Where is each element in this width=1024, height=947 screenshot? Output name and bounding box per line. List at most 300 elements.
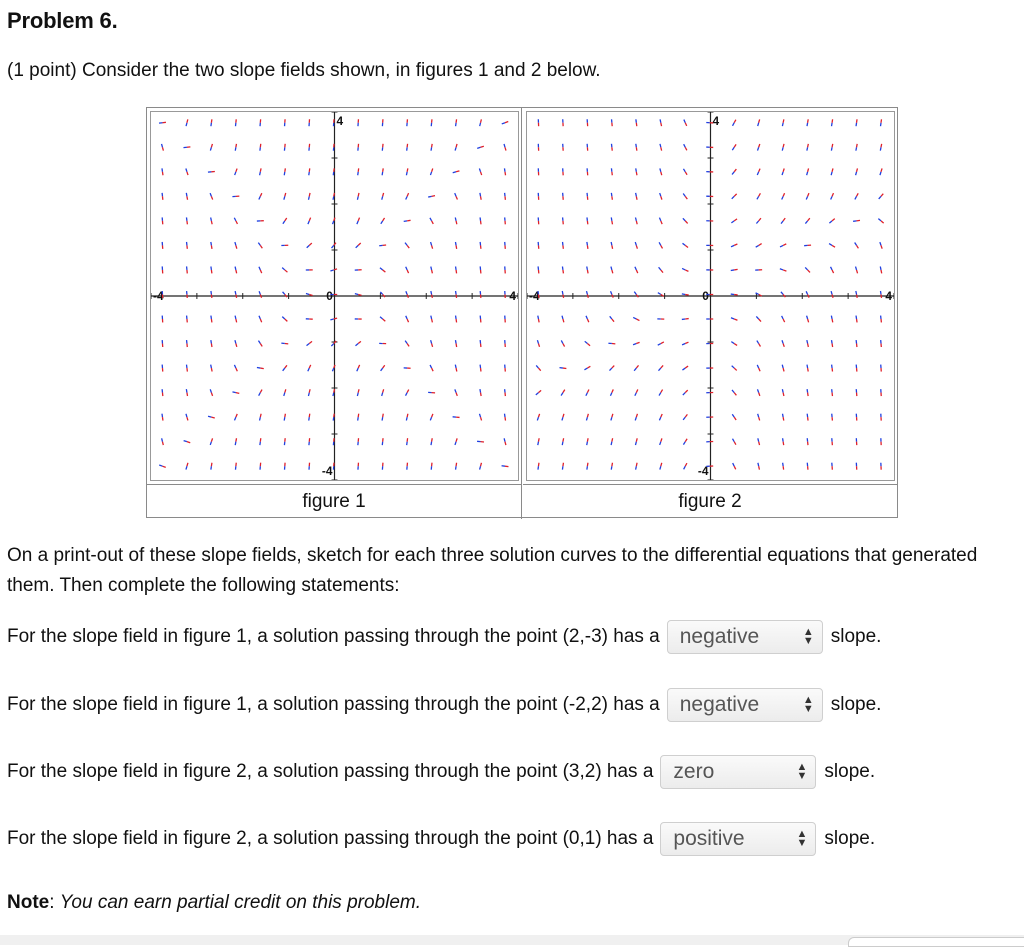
slope-segment — [808, 144, 809, 147]
slope-segment — [759, 193, 761, 196]
slope-segment — [731, 221, 734, 223]
slope-segment — [456, 171, 459, 172]
x-max-label: 4 — [509, 289, 516, 303]
slope-segment — [636, 342, 639, 343]
slope-segment — [856, 267, 857, 270]
slope-segment — [235, 291, 236, 294]
slope-segment — [756, 245, 759, 247]
slope-segment — [162, 168, 163, 171]
slope-segment — [636, 168, 637, 171]
slope-segment — [383, 294, 385, 297]
slope-segment — [734, 393, 736, 396]
slope-segment — [405, 243, 407, 246]
select-arrows-icon: ▲ ▼ — [797, 763, 808, 781]
statement-1-select[interactable] — [667, 620, 823, 654]
slope-segment — [431, 242, 432, 245]
slope-segment — [636, 144, 637, 147]
slope-segment — [635, 417, 636, 420]
slope-segment — [260, 390, 262, 393]
statement-3 — [7, 755, 875, 789]
slope-segment — [685, 123, 686, 126]
slope-segment — [455, 147, 456, 150]
slope-segment — [734, 319, 737, 320]
slope-segment — [757, 172, 758, 175]
slope-segment — [504, 168, 505, 171]
slope-segment — [432, 221, 434, 224]
slope-segment — [732, 390, 734, 393]
slope-segment — [758, 414, 759, 417]
slope-segment — [309, 414, 310, 417]
slope-segment — [430, 218, 432, 221]
slope-segment — [260, 414, 261, 417]
slope-segment — [832, 219, 835, 221]
slope-segment — [880, 242, 881, 245]
slope-segment — [612, 245, 613, 248]
slope-segment — [610, 316, 612, 319]
slope-segment — [783, 438, 784, 441]
slope-segment — [783, 168, 784, 171]
slope-segment — [832, 193, 833, 196]
slope-segment — [283, 368, 285, 371]
slope-segment — [857, 270, 858, 273]
slope-segment — [406, 172, 407, 175]
bottom-tab — [848, 937, 1024, 947]
slope-segment — [455, 442, 456, 445]
slope-segment — [284, 417, 285, 420]
slope-segment — [162, 438, 163, 441]
slope-segment — [187, 442, 190, 443]
slope-segment — [807, 172, 808, 175]
statement-2-value: negative — [680, 693, 759, 717]
slope-segment — [187, 172, 188, 175]
slope-segment — [563, 294, 564, 297]
slope-segment — [309, 294, 312, 295]
slope-segment — [537, 340, 538, 343]
slope-segment — [284, 172, 285, 175]
instructions: On a print-out of these slope fields, sketch for each three solution curves to the differential equations that generated them. Then complete the following statements: — [7, 541, 1007, 601]
slope-segment — [563, 438, 564, 441]
slope-segment — [481, 417, 482, 420]
slope-segment — [162, 442, 163, 445]
slope-segment — [832, 270, 834, 273]
slope-segment — [505, 442, 506, 445]
slope-segment — [612, 389, 613, 392]
slope-segment — [734, 442, 736, 445]
slope-segment — [357, 368, 358, 371]
slope-segment — [308, 368, 309, 371]
slope-segment — [432, 319, 433, 322]
slope-segment — [783, 218, 785, 221]
slope-segment — [587, 438, 588, 441]
slope-segment — [781, 221, 783, 224]
slope-segment — [756, 316, 758, 319]
slope-segment — [732, 414, 734, 417]
slope-segment — [432, 169, 433, 172]
slope-segment — [208, 416, 211, 417]
slope-segment — [358, 365, 359, 368]
slope-segment — [357, 221, 358, 224]
slope-segment — [829, 221, 832, 223]
slope-segment — [731, 270, 734, 271]
slope-segment — [584, 368, 587, 370]
slope-segment — [612, 463, 613, 466]
slope-segment — [783, 319, 785, 322]
slope-segment — [260, 344, 262, 347]
slope-segment — [477, 147, 480, 148]
slope-segment — [456, 245, 457, 248]
slope-segment — [783, 368, 784, 371]
slope-segment — [661, 414, 662, 417]
slope-segment — [428, 196, 431, 197]
slope-segment — [481, 463, 482, 466]
slope-segment — [282, 268, 285, 270]
slope-segment — [659, 417, 660, 420]
slope-segment — [432, 270, 433, 273]
slope-segment — [455, 389, 456, 392]
slope-segment — [358, 414, 359, 417]
slope-segment — [537, 417, 538, 420]
slope-segment — [661, 390, 663, 393]
slope-segment — [758, 147, 759, 150]
slope-segment — [781, 292, 783, 295]
slope-segment — [855, 196, 857, 199]
slope-segment — [636, 294, 638, 297]
slope-segment — [831, 172, 832, 175]
slope-segment — [660, 168, 661, 171]
slope-segment — [186, 168, 187, 171]
slope-segment — [562, 316, 563, 319]
slope-segment — [309, 365, 310, 368]
slope-segment — [805, 221, 807, 224]
slope-segment — [732, 439, 734, 442]
slope-segment — [831, 291, 832, 294]
slope-segment — [162, 466, 165, 467]
slope-segment — [404, 221, 407, 222]
statement-3-text: For the slope field in figure 2, a solution passing through the point (3,2) has a — [7, 761, 653, 783]
slope-segment — [806, 291, 807, 294]
slope-segment — [406, 417, 407, 420]
slope-segment — [757, 365, 758, 368]
slope-segment — [808, 270, 810, 273]
slope-segment — [186, 414, 187, 417]
slope-segment — [587, 366, 590, 368]
slope-segment — [481, 172, 482, 175]
slope-segment — [406, 267, 407, 270]
slope-segment — [538, 344, 539, 347]
slope-segment — [481, 146, 484, 147]
slope-segment — [381, 368, 383, 371]
slope-segment — [586, 291, 587, 294]
problem-intro: (1 point) Consider the two slope fields shown, in figures 1 and 2 below. — [7, 60, 601, 82]
statement-1 — [7, 620, 881, 654]
slope-segment — [332, 245, 334, 248]
slope-segment — [685, 439, 687, 442]
slope-segment — [857, 168, 858, 171]
slope-segment — [285, 218, 287, 221]
slope-segment — [658, 293, 661, 295]
statement-1-text: For the slope field in figure 1, a solution passing through the point (2,-3) has a — [7, 626, 660, 648]
slope-segment — [235, 340, 236, 343]
slope-segment — [382, 172, 383, 175]
slope-segment — [308, 393, 309, 396]
slope-segment — [782, 316, 784, 319]
slope-segment — [480, 466, 481, 469]
slope-segment — [881, 270, 882, 273]
statement-3-suffix: slope. — [824, 761, 875, 783]
slope-segment — [236, 294, 237, 297]
slope-segment — [234, 365, 235, 368]
slope-segment — [731, 245, 734, 246]
slope-segment — [636, 365, 638, 368]
slope-segment — [636, 147, 637, 150]
slope-segment — [635, 242, 636, 245]
slope-segment — [236, 438, 237, 441]
slope-field-figure-1 — [150, 111, 519, 481]
slope-segment — [211, 438, 212, 441]
slope-segment — [587, 270, 588, 273]
slope-segment — [430, 365, 432, 368]
slope-segment — [431, 442, 432, 445]
slope-segment — [187, 417, 188, 420]
y-max-label: 4 — [336, 114, 343, 128]
slope-segment — [184, 441, 187, 442]
slope-segment — [659, 267, 661, 270]
slope-segment — [432, 344, 433, 347]
slope-segment — [734, 368, 737, 370]
slope-segment — [758, 438, 759, 441]
slope-segment — [358, 243, 361, 245]
slope-segment — [585, 341, 588, 343]
slope-segment — [684, 144, 686, 147]
slope-segment — [236, 270, 237, 273]
slope-segment — [357, 196, 358, 199]
slope-segment — [659, 242, 661, 245]
origin-label: 0 — [326, 289, 333, 303]
slope-segment — [536, 393, 539, 395]
slope-segment — [236, 344, 237, 347]
slope-segment — [282, 317, 285, 319]
figure-1-caption: figure 1 — [147, 484, 521, 518]
slope-segment — [307, 245, 310, 247]
slope-segment — [683, 194, 685, 197]
slope-segment — [456, 438, 457, 441]
slope-segment — [236, 221, 238, 224]
slope-segment — [635, 393, 636, 396]
statement-2-select[interactable] — [667, 688, 823, 722]
slope-segment — [563, 390, 565, 393]
slope-segment — [432, 438, 433, 441]
note: Note: You can earn partial credit on this problem. — [7, 892, 421, 914]
slope-segment — [236, 144, 237, 147]
slope-segment — [456, 368, 457, 371]
slope-segment — [685, 342, 688, 343]
slope-segment — [636, 196, 637, 199]
slope-segment — [383, 319, 386, 321]
slope-segment — [536, 365, 538, 368]
slope-segment — [832, 340, 833, 343]
slope-segment — [636, 319, 639, 321]
slope-segment — [211, 393, 212, 396]
slope-segment — [407, 245, 409, 248]
slope-segment — [260, 294, 261, 297]
slope-segment — [431, 267, 432, 270]
slope-segment — [211, 417, 214, 418]
slope-segment — [611, 417, 612, 420]
slope-segment — [456, 393, 457, 396]
origin-label: 0 — [702, 289, 709, 303]
slope-segment — [856, 147, 857, 150]
slope-segment — [538, 319, 539, 322]
slope-segment — [455, 242, 456, 245]
slope-segment — [431, 147, 432, 150]
slope-segment — [211, 463, 212, 466]
statement-4 — [7, 822, 875, 856]
slope-segment — [880, 147, 881, 150]
slope-segment — [683, 417, 685, 420]
slope-segment — [232, 392, 235, 393]
slope-segment — [661, 221, 662, 224]
slope-segment — [611, 442, 612, 445]
slope-segment — [236, 414, 237, 417]
slope-segment — [587, 414, 588, 417]
slope-segment — [538, 463, 539, 466]
slope-segment — [783, 344, 784, 347]
slope-segment — [210, 389, 211, 392]
statement-2-suffix: slope. — [831, 694, 882, 716]
slope-segment — [661, 147, 662, 150]
slope-segment — [309, 389, 310, 392]
slope-segment — [682, 243, 685, 245]
slope-segment — [857, 193, 859, 196]
slope-segment — [334, 389, 335, 392]
slope-field-figure-2 — [526, 111, 895, 481]
slope-segment — [759, 244, 762, 246]
slope-segment — [734, 344, 737, 346]
slope-segment — [759, 466, 760, 469]
slope-segment — [808, 218, 810, 221]
slope-segment — [635, 267, 636, 270]
slope-segment — [382, 417, 383, 420]
y-min-label: -4 — [698, 464, 709, 478]
statement-1-suffix: slope. — [831, 626, 882, 648]
figure-1-cell — [147, 108, 522, 519]
slope-segment — [659, 218, 660, 221]
slope-segment — [538, 316, 539, 319]
slope-segment — [659, 393, 661, 396]
slope-segment — [561, 393, 563, 396]
slope-segment — [210, 147, 211, 150]
slope-segment — [407, 193, 408, 196]
slope-segment — [783, 270, 786, 271]
slope-segment — [405, 341, 407, 344]
slope-segment — [431, 291, 432, 294]
statement-4-select[interactable] — [660, 822, 816, 856]
slope-segment — [636, 466, 637, 469]
slope-segment — [383, 193, 384, 196]
slope-segment — [258, 341, 260, 344]
slope-segment — [685, 245, 688, 247]
slope-segment — [187, 393, 188, 396]
slope-segment — [382, 196, 383, 199]
slope-segment — [759, 442, 760, 445]
slope-segment — [682, 368, 685, 370]
slope-segment — [758, 123, 759, 126]
slope-segment — [285, 365, 287, 368]
slope-segment — [259, 291, 260, 294]
slope-segment — [383, 168, 384, 171]
slope-segment — [685, 463, 687, 466]
slope-segment — [456, 221, 457, 224]
slope-segment — [563, 344, 565, 347]
slope-segment — [407, 220, 410, 221]
slope-segment — [186, 193, 187, 196]
slope-segment — [734, 244, 737, 245]
slope-segment — [682, 294, 685, 295]
slope-segment — [661, 270, 663, 273]
slope-segment — [734, 466, 736, 469]
slope-segment — [732, 366, 735, 368]
slope-segment — [612, 319, 614, 322]
statement-4-value: positive — [673, 827, 744, 851]
slope-segment — [456, 344, 457, 347]
slope-segment — [660, 442, 661, 445]
slope-segment — [685, 221, 687, 224]
slope-segment — [332, 368, 333, 371]
slope-segment — [187, 463, 188, 466]
slope-segment — [562, 466, 563, 469]
slope-segment — [806, 196, 807, 199]
slope-segment — [636, 172, 637, 175]
slope-segment — [759, 344, 761, 347]
slope-segment — [808, 319, 809, 322]
slope-segment — [260, 245, 262, 248]
slope-segment — [333, 196, 334, 199]
slope-segment — [259, 316, 260, 319]
statement-3-value: zero — [673, 760, 714, 784]
x-min-label: -4 — [153, 289, 164, 303]
slope-segment — [759, 119, 760, 122]
slope-segment — [538, 438, 539, 441]
slope-segment — [211, 242, 212, 245]
slope-segment — [285, 270, 288, 272]
slope-segment — [683, 442, 685, 445]
slope-segment — [636, 193, 637, 196]
slope-segment — [538, 466, 539, 469]
statement-3-select[interactable] — [660, 755, 816, 789]
slope-segment — [407, 414, 408, 417]
slope-segment — [757, 196, 759, 199]
slope-segment — [162, 172, 163, 175]
slope-segment — [636, 414, 637, 417]
slope-segment — [406, 393, 408, 396]
slope-segment — [832, 168, 833, 171]
slope-segment — [633, 344, 636, 345]
slope-segment — [855, 242, 857, 245]
slope-segment — [807, 340, 808, 343]
slope-segment — [759, 393, 760, 396]
slope-segment — [661, 123, 662, 126]
slope-segment — [234, 417, 235, 420]
figure-2-caption: figure 2 — [523, 484, 897, 518]
slope-segment — [504, 438, 505, 441]
slope-segment — [383, 365, 385, 368]
slope-segment — [309, 218, 310, 221]
slope-segment — [187, 119, 188, 122]
slope-segment — [783, 417, 784, 420]
slope-segment — [538, 414, 539, 417]
slope-segment — [380, 317, 383, 319]
slope-segment — [562, 291, 563, 294]
